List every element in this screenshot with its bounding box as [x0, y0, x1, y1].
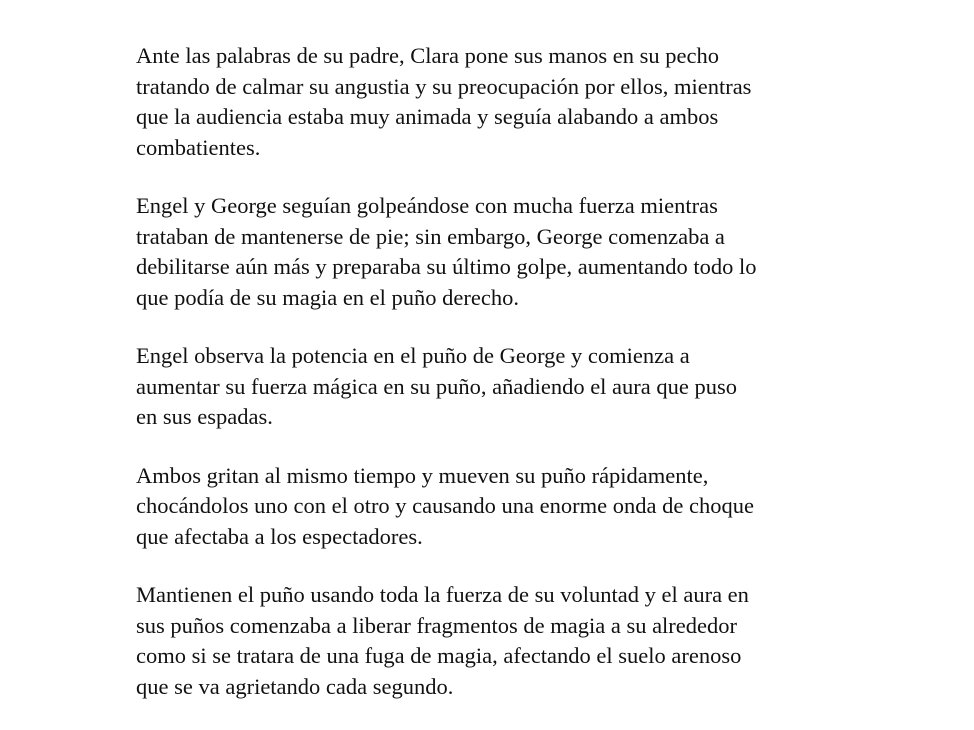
text-line: debilitarse aún más y preparaba su último golpe, aumentando todo lo — [136, 254, 757, 279]
text-line: como si se tratara de una fuga de magia, afectando el suelo arenoso — [136, 643, 742, 668]
text-line: trataban de mantenerse de pie; sin embargo, George comenzaba a — [136, 223, 725, 249]
text-line: Engel observa la potencia en el puño de George y comienza a — [136, 343, 690, 368]
text-line: combatientes. — [136, 134, 261, 160]
text-line: Ante las palabras de su padre, Clara pone sus manos en su pecho — [136, 43, 719, 68]
text-line: que se va agrietando cada segundo. — [136, 673, 454, 699]
text-line: que afectaba a los espectadores. — [136, 523, 423, 549]
paragraph-5 — [136, 580, 856, 702]
text-line: aumentar su fuerza mágica en su puño, añadiendo el aura que puso — [136, 373, 738, 399]
paragraph-4 — [136, 461, 856, 553]
text-line: Engel y George seguían golpeándose con mucha fuerza mientras — [136, 193, 718, 218]
text-line: en sus espadas. — [136, 404, 273, 429]
text-line: sus puños comenzaba a liberar fragmentos de magia a su alrededor — [136, 612, 738, 638]
text-line: chocándolos uno con el otro y causando una enorme onda de choque — [136, 493, 754, 518]
story-text — [136, 41, 856, 730]
paragraph-1 — [136, 41, 856, 163]
text-line: que la audiencia estaba muy animada y seguía alabando a ambos — [136, 104, 719, 129]
paragraph-2 — [136, 191, 856, 313]
text-line: Mantienen el puño usando toda la fuerza de su voluntad y el aura en — [136, 582, 749, 607]
paragraph-3 — [136, 341, 856, 433]
text-line: tratando de calmar su angustia y su preocupación por ellos, mientras — [136, 73, 752, 99]
text-line: Ambos gritan al mismo tiempo y mueven su puño rápidamente, — [136, 462, 709, 488]
text-line: que podía de su magia en el puño derecho. — [136, 284, 519, 310]
